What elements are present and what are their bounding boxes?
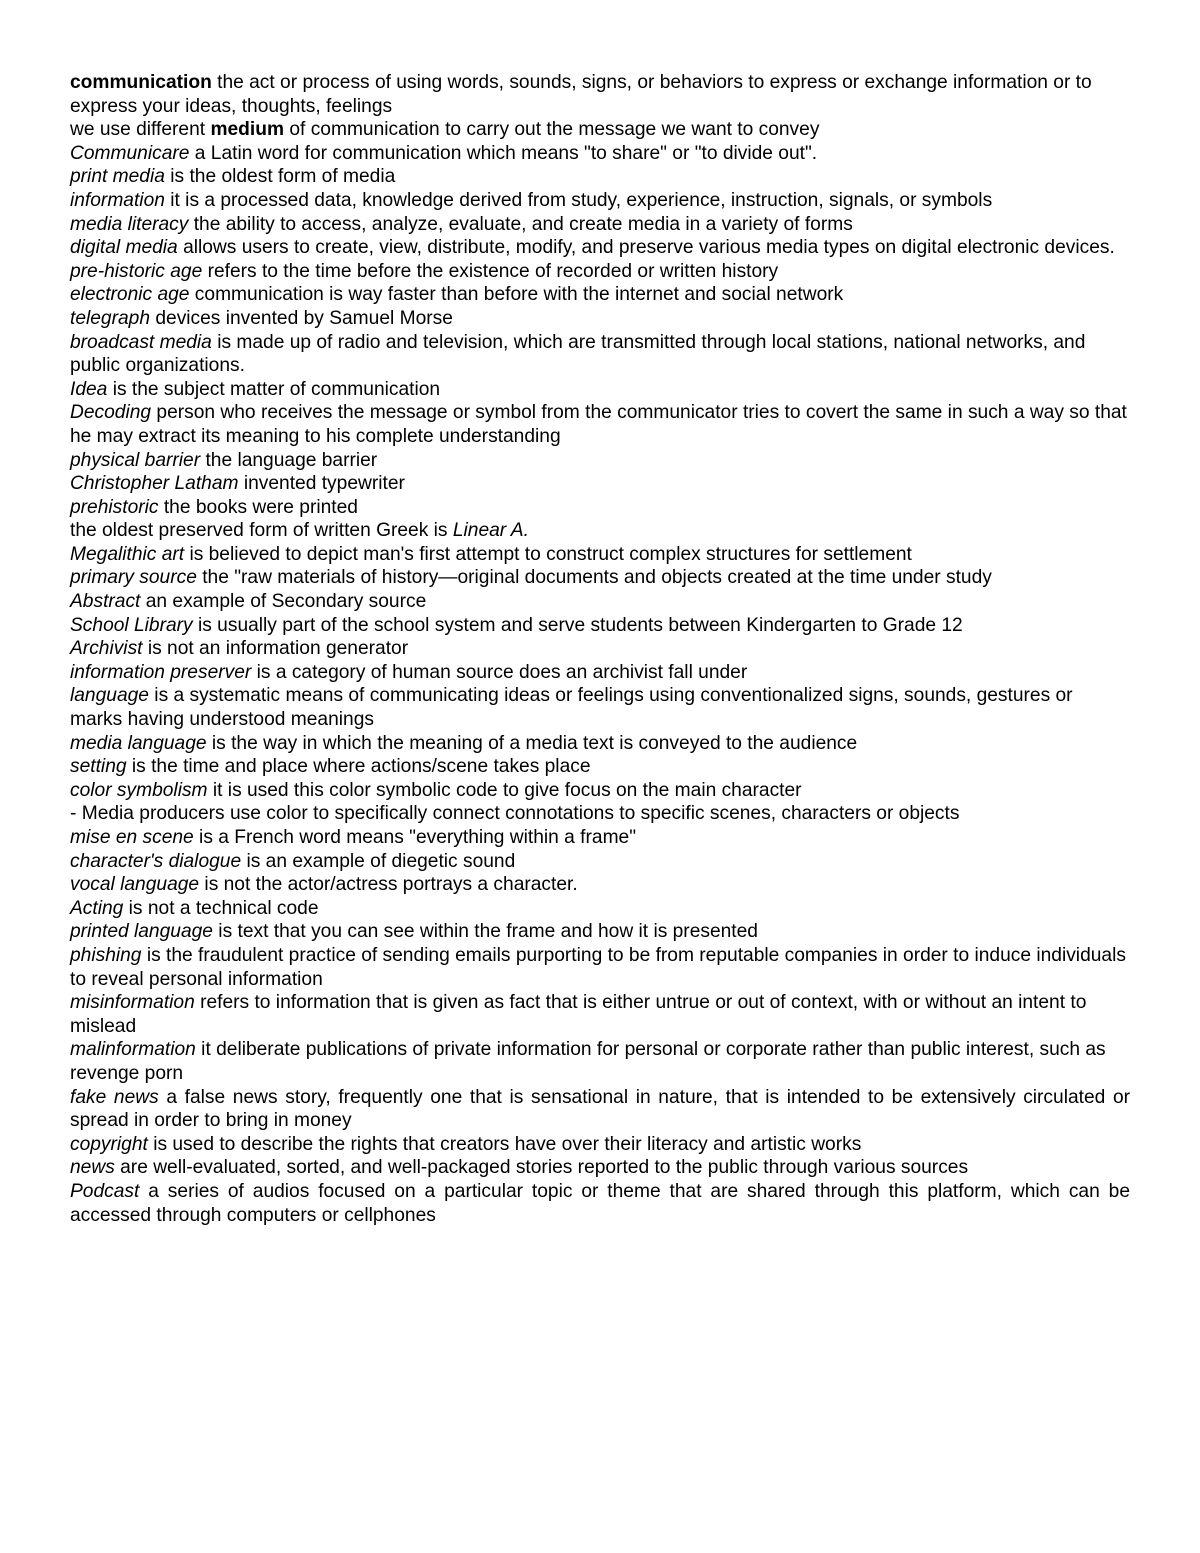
entry-term: Christopher Latham [70,473,239,495]
entry-term: pre-historic age [70,260,203,282]
definition-entry [70,307,1130,331]
entry-term: media literacy [70,213,189,235]
entry-definition: it deliberate publications of private information for personal or corporate rather than public interest, such as revenge porn [70,1039,1106,1084]
entry-term: School Library [70,614,193,636]
definition-entry [70,543,1130,567]
entry-term: fake news [70,1086,159,1108]
entry-term: Podcast [70,1180,140,1202]
entry-definition: is not a technical code [123,897,319,919]
entry-definition: is an example of diegetic sound [241,850,516,872]
entry-term: news [70,1157,115,1179]
entry-definition: the language barrier [200,449,378,471]
entry-term: mise en scene [70,827,194,848]
entry-definition: an example of Secondary source [140,591,427,613]
entry-definition: are well-evaluated, sorted, and well-packaged stories reported to the public through various sources [114,1157,969,1179]
entry-definition: a false news story, frequently one that is sensational in nature, that is intended to be extensively circulated or spread in order to bring in money [70,1086,1130,1132]
entry-definition: is not the actor/actress portrays a character. [199,874,578,896]
entry-lead-text: - Media producers use color to specifically connect connotations to specific scenes, characters or objects [70,803,960,825]
definition-entry [70,189,1130,213]
entry-term: Archivist [70,638,143,660]
entry-definition: is a French word means "everything within a frame" [193,827,637,848]
definition-entry [70,472,1130,496]
entry-definition: a series of audios focused on a particular topic or theme that are shared through this platform, which can be accessed through computers or cellphones [70,1180,1130,1226]
definition-entry [70,991,1130,1038]
definition-entry [70,401,1130,448]
entry-definition: is usually part of the school system and serve students between Kindergarten to Grade 12 [192,614,963,636]
definition-entry [70,614,1130,638]
entry-term: communication [70,72,212,93]
definition-entry [70,71,1130,118]
entry-definition: is a systematic means of communicating ideas or feelings using conventionalized signs, sounds, gestures or marks having understood meanings [70,685,1073,731]
entry-definition: is made up of radio and television, which are transmitted through local stations, national networks, and public organizations. [70,331,1086,377]
entry-definition: is the oldest form of media [164,166,396,188]
definition-entry [70,661,1130,685]
definition-entry [70,519,1130,543]
entry-term: vocal language [70,874,200,896]
entry-term: Decoding [70,402,152,424]
definition-entry [70,1133,1130,1157]
entry-lead-text: the oldest preserved form of written Greek is [70,520,453,542]
entry-definition: a Latin word for communication which means "to share" or "to divide out". [189,142,818,164]
entry-term: malinformation [70,1039,196,1061]
definition-entry [70,590,1130,614]
entry-definition: invented typewriter [238,473,405,495]
definition-entry [70,1086,1130,1133]
entry-definition: is the fraudulent practice of sending emails purporting to be from reputable companies in order to induce individuals to reveal personal information [70,944,1126,990]
definition-entry [70,850,1130,874]
definition-entry [70,944,1130,991]
entry-term: Megalithic art [70,543,185,565]
entry-definition: is used to describe the rights that creators have over their literacy and artistic works [147,1133,862,1155]
entry-definition: the books were printed [158,496,358,518]
entry-definition: is believed to depict man's first attempt to construct complex structures for settlement [184,543,912,565]
entry-term: broadcast media [70,331,212,353]
definition-entry [70,496,1130,520]
entry-definition: allows users to create, view, distribute, modify, and preserve various media types on digital electronic devices. [177,237,1115,259]
definition-entry [70,802,1130,826]
definition-entry [70,213,1130,237]
entry-definition: is not an information generator [142,638,409,660]
definition-entry [70,283,1130,307]
entry-definition: it is used this color symbolic code to give focus on the main character [207,779,802,801]
entry-term: phishing [70,944,142,966]
entry-definition: is the way in which the meaning of a media text is conveyed to the audience [206,732,858,754]
definition-entry [70,637,1130,661]
definition-entry [70,684,1130,731]
definition-entry [70,755,1130,779]
definition-entry [70,331,1130,378]
definition-entry [70,1038,1130,1085]
entry-term: Communicare [70,142,190,164]
definition-entry [70,897,1130,921]
entry-definition: is the time and place where actions/scene takes place [126,756,591,778]
entry-term: prehistoric [70,496,159,518]
entry-term: Abstract [70,591,141,613]
entry-term: setting [70,756,127,778]
entry-term: copyright [70,1133,148,1155]
entry-term: physical barrier [70,449,201,471]
definition-entry [70,779,1130,803]
entry-definition: refers to the time before the existence of recorded or written history [202,260,779,282]
entry-term: character's dialogue [70,850,242,872]
entry-term: Acting [70,897,124,919]
entry-term: digital media [70,237,178,259]
definition-entry [70,566,1130,590]
definition-entry [70,449,1130,473]
entry-lead-text: we use different [70,119,211,141]
entry-term: color symbolism [70,779,208,801]
definition-entry [70,260,1130,284]
entry-term: primary source [70,567,197,589]
entry-definition: is text that you can see within the frame and how it is presented [212,921,758,943]
entry-definition: devices invented by Samuel Morse [150,307,453,329]
entry-definition: communication is way faster than before with the internet and social network [189,284,844,306]
definition-entry [70,1156,1130,1180]
entry-term: electronic age [70,284,190,306]
entry-term: medium [210,119,285,141]
entry-term: print media [70,166,165,188]
entry-definition: it is a processed data, knowledge derived from study, experience, instruction, signals, or symbols [164,189,993,211]
definition-entry [70,1180,1130,1227]
entry-term: telegraph [70,307,151,329]
definition-entry [70,732,1130,756]
document-page [70,71,1130,1227]
entry-definition: refers to information that is given as fact that is either untrue or out of context, with or without an intent to mislead [70,992,1087,1037]
entry-term: language [70,685,149,707]
definition-entry [70,378,1130,402]
definition-entry [70,236,1130,260]
entry-definition: the ability to access, analyze, evaluate, and create media in a variety of forms [188,213,853,235]
entry-definition: of communication to carry out the message we want to convey [284,119,820,141]
definition-entry [70,826,1130,850]
entry-term: Linear A. [452,520,529,542]
entry-term: information [70,189,165,211]
definition-entry [70,118,1130,142]
entry-definition: is a category of human source does an archivist fall under [251,661,748,683]
definition-entry [70,920,1130,944]
entry-term: printed language [70,921,213,943]
definition-entry [70,873,1130,897]
entry-term: information preserver [70,661,252,683]
entry-term: Idea [70,378,108,400]
entry-definition: the act or process of using words, sounds, signs, or behaviors to express or exchange information or to express your ideas, thoughts, feelings [70,72,1092,117]
entry-definition: the "raw materials of history—original documents and objects created at the time under study [196,567,992,589]
entry-term: misinformation [70,992,195,1014]
entry-definition: is the subject matter of communication [107,378,441,400]
definition-entry [70,165,1130,189]
entry-definition: person who receives the message or symbol from the communicator tries to covert the same in such a way so that he may extract its meaning to his complete understanding [70,402,1127,447]
entry-term: media language [70,732,207,754]
definition-entry [70,142,1130,166]
